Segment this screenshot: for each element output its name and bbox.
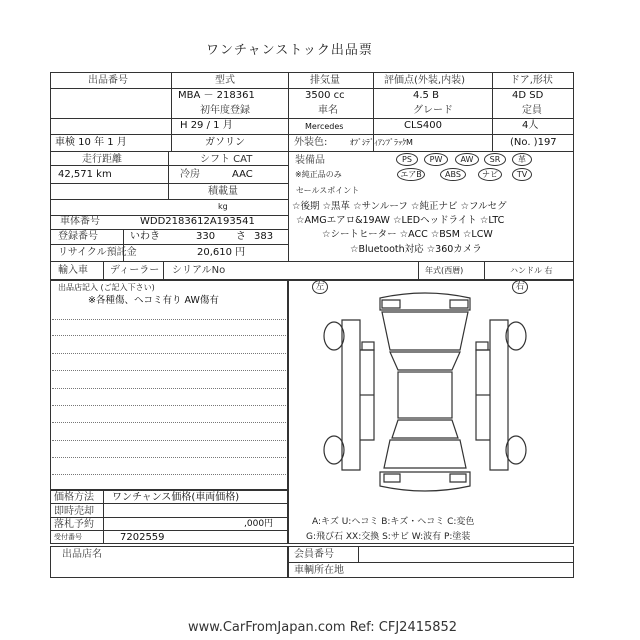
recycle-value: 20,610 円 bbox=[197, 247, 246, 258]
recycle-label: リサイクル預託金 bbox=[58, 247, 137, 258]
year-label: 年式(西暦) bbox=[425, 266, 464, 275]
reserve-unit: ,000円 bbox=[244, 519, 274, 529]
chassis-label: 車体番号 bbox=[60, 216, 100, 227]
rear-window bbox=[392, 420, 458, 438]
notes-text: ※各種傷、ヘコミ有り AW傷有 bbox=[88, 295, 219, 306]
exterior-color-value: ｵﾌﾞｼﾃﾞｨｱﾝﾌﾞﾗｯｸM bbox=[350, 138, 413, 147]
notes-box bbox=[50, 280, 288, 490]
reserve-label: 落札予約 bbox=[54, 519, 94, 530]
mileage-label: 走行距離 bbox=[82, 154, 122, 165]
make-label: 車名 bbox=[318, 105, 338, 116]
price-method-label: 価格方法 bbox=[54, 492, 94, 503]
registration-kana: いわき bbox=[130, 231, 160, 242]
make-value: Mercedes bbox=[305, 122, 344, 131]
import-label: 輸入車 bbox=[58, 265, 88, 276]
mirror-right bbox=[476, 342, 488, 350]
sales-point-line-4: ☆Bluetooth対応 ☆360カメラ bbox=[350, 244, 482, 255]
receipt-value: 7202559 bbox=[120, 532, 165, 543]
chassis-value: WDD2183612A193541 bbox=[140, 216, 255, 227]
wheel-rear-right bbox=[506, 436, 526, 464]
equipment-genuine-note: ※純正品のみ bbox=[295, 170, 342, 179]
equipment-aw: AW bbox=[455, 153, 479, 166]
equipment-pw: PW bbox=[424, 153, 448, 166]
sales-point-label: セールスポイント bbox=[296, 186, 360, 195]
equipment-airbag: エアB bbox=[397, 168, 425, 181]
grade-score-value: 4.5 B bbox=[413, 90, 439, 101]
sales-point-line-2: ☆AMGエアロ&19AW ☆LEDヘッドライト ☆LTC bbox=[296, 215, 505, 226]
watermark: www.CarFromJapan.com Ref: CFJ2415852 bbox=[188, 620, 458, 635]
dealer-name-label: 出品店名 bbox=[62, 549, 102, 560]
registration-class: 330 bbox=[196, 231, 216, 242]
wheel-rear-left bbox=[324, 436, 344, 464]
listing-no-label: 出品番号 bbox=[88, 75, 128, 86]
color-no-value: (No. )197 bbox=[510, 137, 557, 148]
grade-score-label: 評価点(外装,内装) bbox=[384, 75, 465, 86]
cargo-unit: kg bbox=[218, 202, 228, 211]
left-side bbox=[342, 320, 360, 470]
equipment-label: 装備品 bbox=[295, 155, 325, 166]
dealer-label: ディーラー bbox=[110, 265, 160, 276]
trunk bbox=[384, 440, 466, 468]
equipment-leather: 革 bbox=[512, 153, 532, 166]
page-title: ワンチャンストック出品票 bbox=[206, 43, 373, 58]
sales-point-line-1: ☆後期 ☆黒革 ☆サンルーフ ☆純正ナビ ☆フルセグ bbox=[292, 201, 507, 212]
exterior-color-label: 外装色: bbox=[294, 137, 328, 148]
equipment-abs: ABS bbox=[440, 168, 466, 181]
equipment-ps: PS bbox=[396, 153, 418, 166]
serial-label: シリアルNo bbox=[172, 265, 226, 276]
inspection-value: 車検 10 年 1 月 bbox=[55, 137, 127, 148]
cargo-label: 積載量 bbox=[208, 186, 238, 197]
equipment-tv: TV bbox=[512, 168, 532, 181]
grade-label: グレード bbox=[413, 105, 453, 116]
mirror-left bbox=[362, 342, 374, 350]
damage-legend-row1: A:キズ U:ヘコミ B:キズ・ヘコミ C:変色 bbox=[312, 517, 475, 527]
equipment-sr: SR bbox=[484, 153, 506, 166]
model-value: MBA － 218361 bbox=[178, 90, 255, 101]
vehicle-location-label: 車輌所在地 bbox=[294, 565, 344, 576]
first-registration-value: H 29 / 1 月 bbox=[180, 120, 233, 131]
registration-hira: さ bbox=[236, 231, 246, 242]
hood bbox=[382, 312, 468, 350]
wheel-front-right bbox=[506, 322, 526, 350]
model-label: 型式 bbox=[215, 75, 235, 86]
capacity-value: 4人 bbox=[522, 120, 539, 131]
first-registration-label: 初年度登録 bbox=[200, 105, 250, 116]
price-method-value: ワンチャンス価格(車両価格) bbox=[112, 492, 240, 503]
doors-value: 4D SD bbox=[512, 90, 544, 101]
fuel-value: ガソリン bbox=[205, 137, 245, 148]
damage-legend-row2: G:飛び石 XX:交換 S:サビ W:波有 P:塗装 bbox=[306, 532, 471, 542]
member-no-label: 会員番号 bbox=[294, 549, 334, 560]
car-diagram bbox=[320, 290, 530, 500]
sales-point-line-3: ☆シートヒーター ☆ACC ☆BSM ☆LCW bbox=[322, 229, 493, 240]
instant-sale-label: 即時売却 bbox=[54, 506, 94, 517]
cooling-label: 冷房 bbox=[180, 169, 200, 180]
cooling-value: AAC bbox=[232, 169, 253, 180]
shift-label: シフト CAT bbox=[200, 154, 253, 165]
wheel-front-left bbox=[324, 322, 344, 350]
roof bbox=[398, 372, 452, 418]
grade-value: CLS400 bbox=[404, 120, 442, 131]
displacement-label: 排気量 bbox=[310, 75, 340, 86]
equipment-navi: ナビ bbox=[478, 168, 502, 181]
registration-number: 383 bbox=[254, 231, 274, 242]
displacement-value: 3500 cc bbox=[305, 90, 345, 101]
notes-label: 出品店記入 (ご記入下さい) bbox=[58, 283, 155, 292]
windshield bbox=[390, 352, 460, 370]
doors-label: ドア,形状 bbox=[510, 75, 553, 86]
mileage-value: 42,571 km bbox=[58, 169, 112, 180]
registration-label: 登録番号 bbox=[58, 231, 98, 242]
right-side bbox=[490, 320, 508, 470]
left-marker: 左 bbox=[312, 280, 328, 294]
handle-label: ハンドル 右 bbox=[510, 266, 553, 275]
right-marker: 右 bbox=[512, 280, 528, 294]
capacity-label: 定員 bbox=[522, 105, 542, 116]
receipt-label: 受付番号 bbox=[54, 533, 82, 541]
